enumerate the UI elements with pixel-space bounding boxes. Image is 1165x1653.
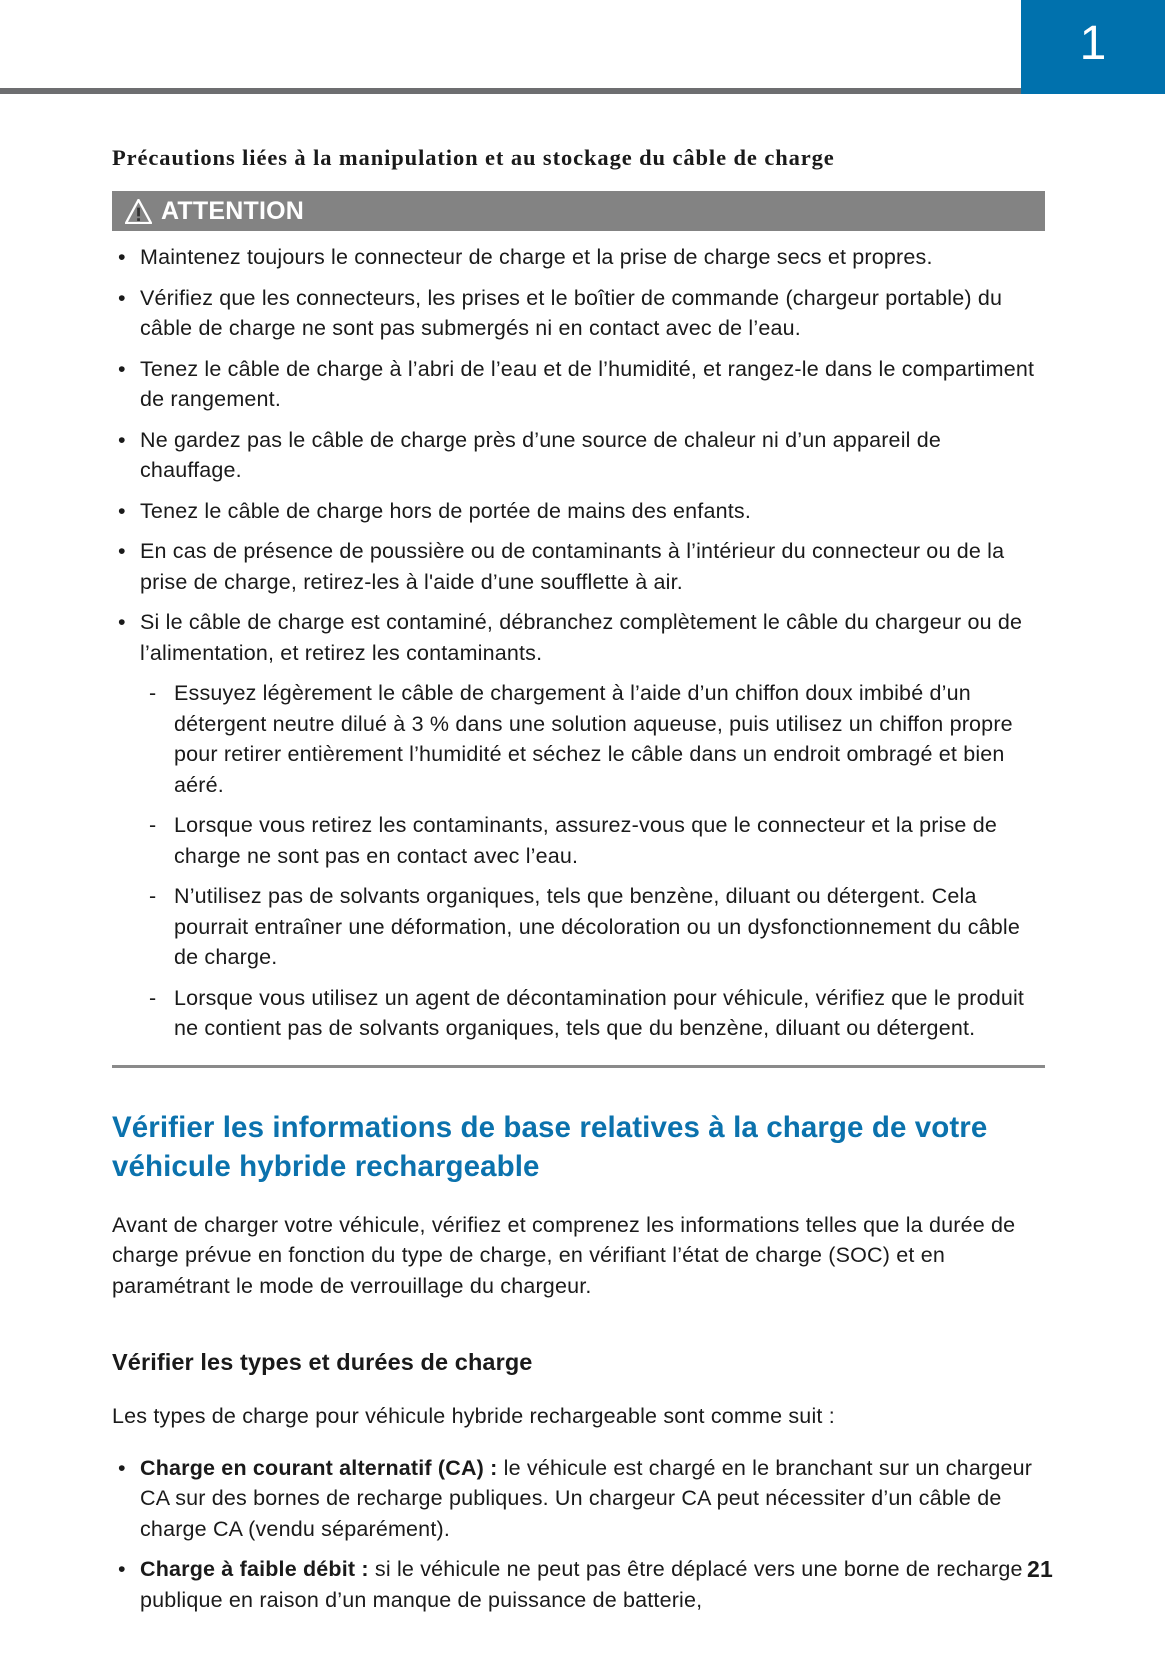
list-item-text: Ne gardez pas le câble de charge près d’une source de chaleur ni d’un appareil de chauffage. [140, 427, 942, 482]
list-item-text: Lorsque vous utilisez un agent de décontamination pour véhicule, vérifiez que le produit ne contient pas de solvants organiques, tels que du benzène, diluant ou détergent. [174, 985, 1025, 1040]
list-item-text: Maintenez toujours le connecteur de charge et la prise de charge secs et propres. [140, 245, 933, 269]
dash-marker: - [149, 985, 157, 1010]
main-section-heading: Vérifier les informations de base relatives à la charge de votre véhicule hybride rechargeable [112, 1110, 988, 1183]
charge-type-term: Charge en courant alternatif (CA) : [140, 1455, 498, 1480]
charge-type-description: si le véhicule ne peut pas être déplacé vers une borne de recharge publique en raison d’un manque de puissance de batterie, [140, 1557, 1023, 1612]
page-content [112, 96, 1045, 1625]
list-item-text: En cas de présence de poussière ou de contaminants à l’intérieur du connecteur ou de la prise de charge, retirez-les à l'aide d’une soufflette à air. [140, 539, 1005, 594]
list-item-text: Tenez le câble de charge hors de portée de mains des enfants. [140, 498, 751, 523]
bullet-marker: • [118, 1455, 126, 1480]
attention-label: ATTENTION [161, 196, 304, 225]
bullet-marker: • [118, 245, 126, 269]
chapter-number: 1 [1079, 17, 1107, 70]
chapter-tab [1021, 0, 1165, 94]
dash-marker: - [149, 813, 157, 837]
bullet-marker: • [118, 498, 126, 523]
list-item-text: Lorsque vous retirez les contaminants, assurez-vous que le connecteur et la prise de charge ne sont pas en contact avec l’eau. [174, 813, 997, 868]
list-item [144, 881, 1045, 973]
list-item [144, 983, 1045, 1044]
charge-type-description: le véhicule est chargé en le branchant sur un chargeur CA sur des bornes de recharge publiques. Un chargeur CA peut nécessiter d’un câble de charge CA (vendu séparément). [140, 1455, 1033, 1541]
list-item [112, 242, 1045, 273]
bullet-marker: • [118, 610, 126, 634]
list-item-text: Tenez le câble de charge à l’abri de l’eau et de l’humidité, et rangez-le dans le compartiment de rangement. [140, 356, 1035, 411]
charge-types-list [112, 1453, 1045, 1616]
list-item-text: N’utilisez pas de solvants organiques, tels que benzène, diluant ou détergent. Cela pourrait entraîner une déformation, une décoloration ou un dysfonctionnement du câble de charge. [174, 884, 1020, 969]
list-item [112, 283, 1045, 344]
list-item [112, 425, 1045, 486]
list-item [112, 536, 1045, 597]
list-item [144, 678, 1045, 800]
warning-triangle-icon [125, 199, 152, 224]
charge-type-term: Charge à faible débit : [140, 1557, 369, 1582]
list-item-text: Si le câble de charge est contaminé, débranchez complètement le câble du chargeur ou de l’alimentation, et retirez les contaminants. [140, 610, 1023, 665]
bullet-marker: • [118, 539, 126, 563]
page-header [0, 0, 1165, 96]
section-divider [112, 1065, 1045, 1068]
list-item [112, 607, 1045, 668]
attention-body [112, 242, 1045, 1044]
list-item [112, 354, 1045, 415]
list-item-text: Vérifiez que les connecteurs, les prises et le boîtier de commande (chargeur portable) du câble de charge ne sont pas submergés ni en contact avec de l’eau. [140, 285, 1003, 340]
main-section-intro: Avant de charger votre véhicule, vérifiez et comprenez les informations telles que la durée de charge prévue en fonction du type de charge, en vérifiant l’état de charge (SOC) et en paramétrant le mode de verrouillage du chargeur. [112, 1212, 1016, 1298]
section-title: Précautions liées à la manipulation et au stockage du câble de charge [112, 145, 835, 170]
dash-marker: - [149, 681, 157, 705]
attention-banner [112, 191, 1045, 231]
page-number: 21 [1027, 1556, 1053, 1582]
list-item-text: Essuyez légèrement le câble de chargement à l’aide d’un chiffon doux imbibé d’un détergent neutre dilué à 3 % dans une solution aqueuse, puis utilisez un chiffon propre pour retirer entièrement l’humidité et séchez le câble dans un endroit ombragé et bien aéré. [174, 681, 1013, 797]
list-item [144, 810, 1045, 871]
attention-sub-list [144, 678, 1045, 1044]
bullet-marker: • [118, 356, 126, 381]
header-divider-rule [0, 88, 1165, 94]
bullet-marker: • [118, 427, 126, 452]
list-item [112, 1453, 1045, 1545]
list-item [112, 496, 1045, 527]
bullet-marker: • [118, 1557, 126, 1582]
sub-section-intro: Les types de charge pour véhicule hybride rechargeable sont comme suit : [112, 1403, 835, 1428]
attention-bullet-list [112, 242, 1045, 668]
dash-marker: - [149, 884, 157, 908]
bullet-marker: • [118, 285, 126, 310]
sub-section-heading: Vérifier les types et durées de charge [112, 1349, 533, 1376]
